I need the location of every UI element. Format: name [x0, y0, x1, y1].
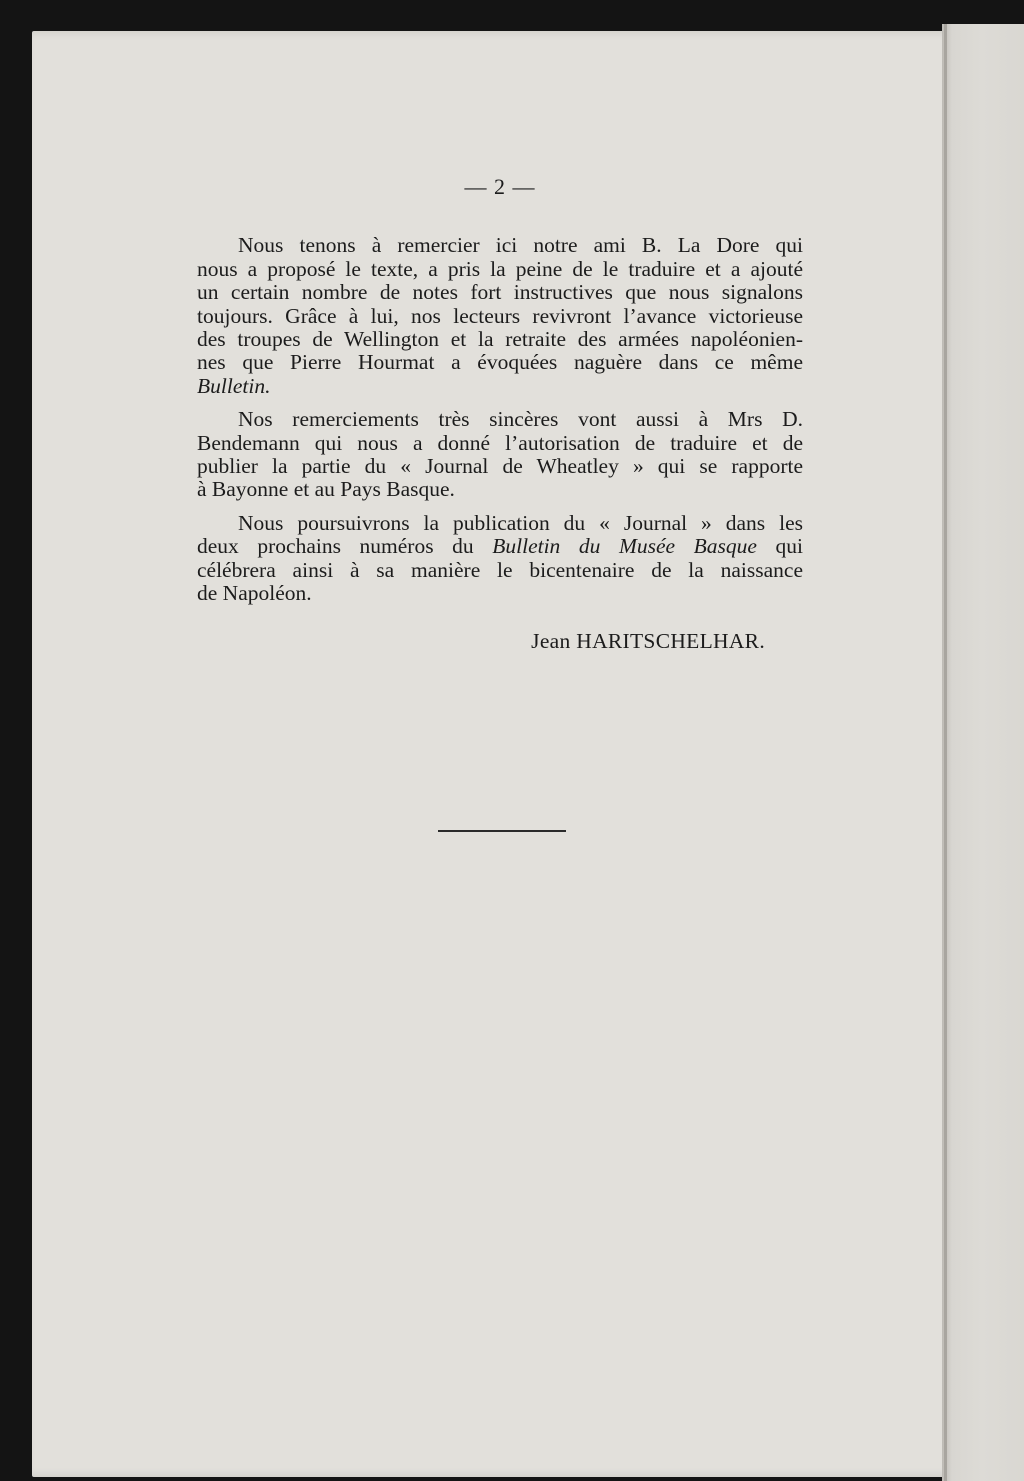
- italic-title: Bulletin.: [197, 373, 271, 398]
- text-line: un certain nombre de notes fort instructives que nous signalons: [197, 280, 803, 305]
- text-line: Nous poursuivrons la publication du « Journal » dans les: [238, 510, 803, 535]
- text-block: [197, 175, 803, 653]
- page-number: — 2 —: [464, 174, 536, 199]
- text-line: à Bayonne et au Pays Basque.: [197, 477, 455, 502]
- book-gutter: [944, 24, 947, 1481]
- text-fragment: qui: [756, 534, 803, 559]
- facing-page-edge: [942, 24, 1024, 1481]
- paragraph-publication: [197, 512, 803, 606]
- text-line-italic: [197, 375, 803, 398]
- text-line: célébrera ainsi à sa manière le bicentenaire de la naissance: [197, 557, 803, 582]
- paragraph-acknowledgement: [197, 234, 803, 398]
- italic-title: Bulletin du Musée Basque: [492, 534, 757, 559]
- paragraph-thanks: [197, 408, 803, 502]
- text-line: de Napoléon.: [197, 581, 312, 606]
- text-line: des troupes de Wellington et la retraite des armées napoléonien-: [197, 327, 803, 352]
- text-line: toujours. Grâce à lui, nos lecteurs revivront l’avance victorieuse: [197, 303, 803, 328]
- text-line: Nous tenons à remercier ici notre ami B. La Dore qui: [238, 233, 803, 258]
- text-line: Bendemann qui nous a donné l’autorisation de traduire et de: [197, 430, 803, 455]
- horizontal-rule: [438, 830, 566, 832]
- text-line: [197, 535, 803, 558]
- text-line: publier la partie du « Journal de Wheatley » qui se rapporte: [197, 454, 803, 479]
- text-line: nes que Pierre Hourmat a évoquées naguère dans ce même: [197, 350, 803, 375]
- text-fragment: deux prochains numéros du: [197, 534, 493, 559]
- signature: Jean HARITSCHELHAR.: [531, 628, 765, 653]
- text-line: Nos remerciements très sincères vont aussi à Mrs D.: [238, 407, 803, 432]
- text-line: nous a proposé le texte, a pris la peine de le traduire et a ajouté: [197, 256, 803, 281]
